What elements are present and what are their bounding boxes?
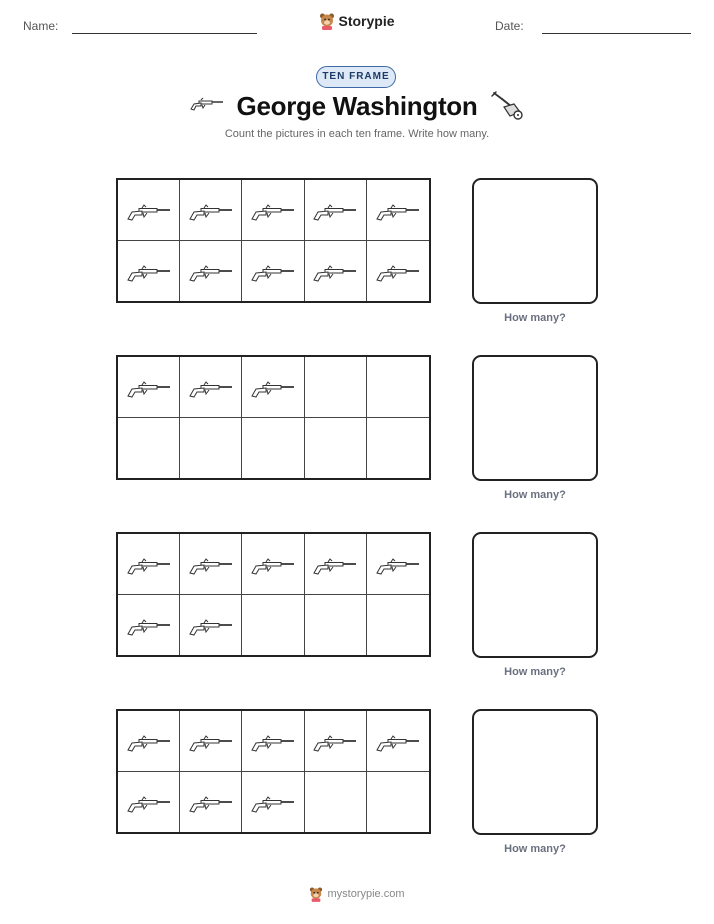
musket-icon [189, 264, 233, 282]
frame-cell [118, 418, 180, 479]
musket-icon [189, 380, 233, 398]
frame-cell [180, 711, 242, 772]
musket-icon [313, 203, 357, 221]
how-many-label-1: How many? [504, 312, 566, 324]
frame-cell [118, 772, 180, 833]
how-many-label-3: How many? [504, 666, 566, 678]
answer-box-4[interactable] [472, 709, 598, 835]
ten-frame-1 [116, 178, 431, 303]
name-line[interactable] [72, 33, 257, 34]
footer-site: mystorypie.com [327, 888, 405, 900]
name-label: Name: [23, 19, 59, 33]
brand-logo [0, 12, 714, 30]
frame-cell [367, 772, 429, 833]
musket-icon [127, 618, 171, 636]
bear-mascot-icon [319, 12, 335, 30]
frame-cell [367, 357, 429, 418]
musket-icon [189, 557, 233, 575]
ten-frame-badge: TEN FRAME [316, 66, 396, 88]
musket-icon [313, 264, 357, 282]
frame-cell [305, 534, 367, 595]
frame-cell [180, 180, 242, 241]
frame-cell [367, 534, 429, 595]
musket-icon [189, 618, 233, 636]
musket-icon [376, 734, 420, 752]
musket-icon [376, 264, 420, 282]
musket-icon [376, 557, 420, 575]
answer-box-3[interactable] [472, 532, 598, 658]
footer [0, 886, 714, 902]
frame-cell [305, 180, 367, 241]
page-title: George Washington [236, 91, 478, 121]
frame-cell [180, 241, 242, 302]
frame-cell [118, 711, 180, 772]
frame-cell [242, 711, 304, 772]
answer-box-2[interactable] [472, 355, 598, 481]
musket-icon [313, 557, 357, 575]
frame-cell [305, 711, 367, 772]
frame-cell [305, 418, 367, 479]
frame-cell [118, 180, 180, 241]
date-line[interactable] [542, 33, 691, 34]
musket-icon [251, 795, 295, 813]
musket-icon [127, 203, 171, 221]
musket-icon [251, 203, 295, 221]
frame-cell [242, 772, 304, 833]
frame-cell [367, 595, 429, 656]
musket-icon [189, 734, 233, 752]
bear-mascot-icon [309, 886, 323, 902]
frame-cell [367, 241, 429, 302]
frame-cell [118, 357, 180, 418]
musket-icon [251, 734, 295, 752]
frame-cell [305, 595, 367, 656]
musket-icon [127, 264, 171, 282]
frame-cell [242, 534, 304, 595]
frame-cell [367, 711, 429, 772]
musket-icon [189, 203, 233, 221]
frame-cell [305, 241, 367, 302]
musket-icon [376, 203, 420, 221]
frame-cell [180, 595, 242, 656]
instructions: Count the pictures in each ten frame. Write how many. [224, 128, 490, 140]
plow-icon [490, 90, 526, 122]
musket-icon [313, 734, 357, 752]
frame-cell [180, 534, 242, 595]
frame-cell [242, 595, 304, 656]
frame-cell [305, 357, 367, 418]
musket-icon [127, 795, 171, 813]
frame-cell [242, 241, 304, 302]
frame-cell [305, 772, 367, 833]
musket-icon [127, 734, 171, 752]
date-label: Date: [495, 19, 524, 33]
how-many-label-2: How many? [504, 489, 566, 501]
frame-cell [367, 180, 429, 241]
frame-cell [118, 534, 180, 595]
frame-cell [118, 595, 180, 656]
frame-cell [367, 418, 429, 479]
brand-name: Storypie [338, 13, 395, 29]
frame-cell [242, 418, 304, 479]
musket-icon [127, 557, 171, 575]
musket-icon [127, 380, 171, 398]
ten-frame-3 [116, 532, 431, 657]
frame-cell [242, 357, 304, 418]
musket-icon [251, 380, 295, 398]
frame-cell [180, 418, 242, 479]
frame-cell [242, 180, 304, 241]
ten-frame-2 [116, 355, 431, 480]
frame-cell [118, 241, 180, 302]
ten-frame-4 [116, 709, 431, 834]
musket-icon [251, 264, 295, 282]
frame-cell [180, 772, 242, 833]
frame-cell [180, 357, 242, 418]
answer-box-1[interactable] [472, 178, 598, 304]
musket-icon [189, 795, 233, 813]
how-many-label-4: How many? [504, 843, 566, 855]
musket-icon [251, 557, 295, 575]
